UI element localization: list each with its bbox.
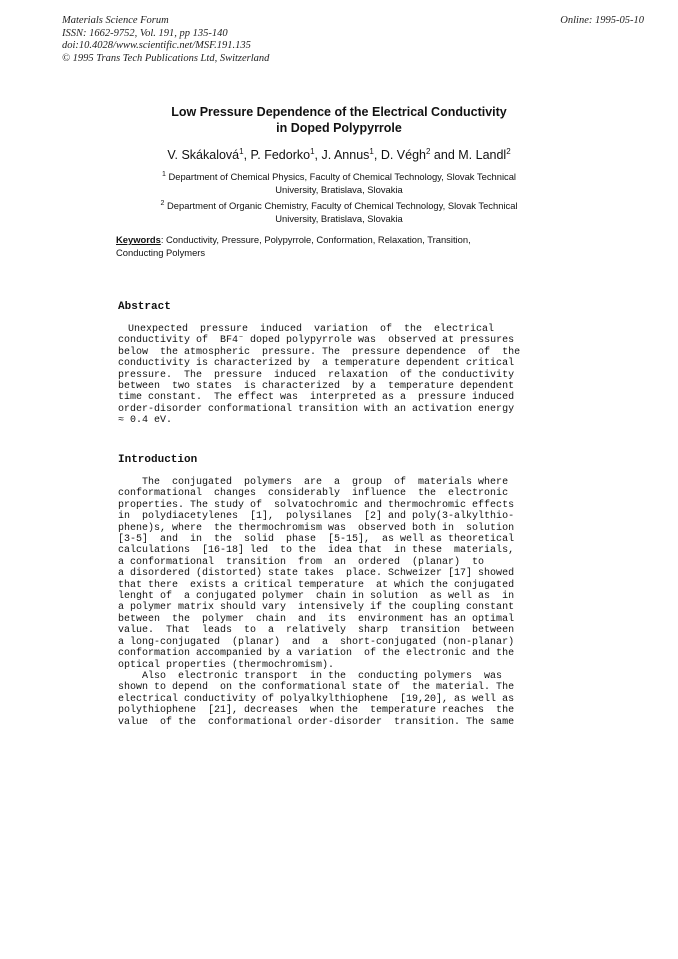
abstract-line: time constant. The effect was interpreted as a pressure induced: [118, 392, 515, 404]
online-date: Online: 1995-05-10: [560, 15, 644, 26]
journal-header: [62, 15, 269, 65]
intro-line: The conjugated polymers are a group of materials where: [118, 477, 509, 488]
intro-line: polythiophene [21], decreases when the temperature reaches the: [118, 705, 515, 717]
journal-name: Materials Science Forum: [62, 15, 169, 26]
intro-line: electrical conductivity of polyalkylthiophene [19,20], as well as: [118, 693, 515, 705]
paper-title: [0, 104, 678, 136]
intro-line: lenght of a conjugated polymer chain in solution as well as in: [118, 591, 515, 603]
intro-line: phene)s, where the thermochromism was observed both in solution: [118, 522, 515, 534]
affiliation-line: University, Bratislava, Slovakia: [275, 184, 403, 196]
author-name: D. Végh: [380, 148, 426, 163]
intro-line: shown to depend on the conformational state of the material. The: [118, 682, 515, 694]
abstract-line: order-disorder conformational transition with an activation energy: [118, 403, 515, 415]
title-line-1: Low Pressure Dependence of the Electrical Conductivity: [171, 105, 507, 119]
keywords-label: Keywords: [116, 234, 161, 245]
author-affil-sup: 2: [426, 147, 431, 156]
author-name: V. Skákalová: [167, 148, 240, 163]
intro-line: calculations [16-18] led to the idea that in these materials,: [118, 545, 515, 557]
introduction-body: [118, 477, 560, 728]
abstract-body: [118, 324, 560, 427]
intro-line: value of the conformational order-disorder transition. The same: [118, 716, 515, 728]
introduction-heading: Introduction: [118, 454, 198, 466]
affiliation-line: University, Bratislava, Slovakia: [275, 213, 403, 225]
affiliation-sup: 2: [160, 200, 165, 207]
abstract-heading: Abstract: [118, 301, 171, 313]
author-affil-sup: 2: [506, 147, 511, 156]
abstract-line: pressure. The pressure induced relaxation of the conductivity: [118, 369, 515, 381]
author-list: V. Skákalová$^1$, P. Fedorko$^1$, J. Annus$^1$, D. Végh$^2$ and M. Landl$^2$: [167, 147, 511, 163]
intro-line: [3-5] and in the solid phase [5-15], as well as theoretical: [118, 534, 515, 546]
intro-line: conformational changes considerably influence the electronic: [118, 488, 509, 500]
abstract-line: ≈ 0.4 eV.: [118, 415, 173, 427]
doi-link[interactable]: doi:10.4028/www.scientific.net/MSF.191.135: [62, 40, 251, 51]
affiliation-1: [120, 168, 558, 196]
affiliation-sup: 1: [161, 171, 166, 178]
keywords-line: Conductivity, Pressure, Polypyrrole, Conformation, Relaxation, Transition,: [166, 234, 471, 245]
abstract-line: conductivity is characterized by a temperature dependent critical: [118, 358, 515, 370]
intro-line: a long-conjugated (planar) and a short-conjugated (non-planar): [118, 636, 515, 648]
author-name: P. Fedorko: [250, 148, 311, 163]
affiliation-line: Department of Organic Chemistry, Faculty of Chemical Technology, Slovak Technical: [167, 200, 518, 212]
affiliation-line: Department of Chemical Physics, Faculty of Chemical Technology, Slovak Technical: [168, 171, 517, 183]
author-name: J. Annus: [321, 148, 370, 163]
intro-line: a disordered (distorted) state takes place. Schweizer [17] showed: [118, 568, 515, 580]
keywords: Keywords: Conductivity, Pressure, Polypyrrole, Conformation, Relaxation, Transition, Conducting Polymers: [116, 234, 560, 259]
intro-line: Also electronic transport in the conducting polymers was: [118, 670, 503, 682]
author-affil-sup: 1: [239, 147, 244, 156]
copyright-line: © 1995 Trans Tech Publications Ltd, Switzerland: [62, 52, 270, 64]
abstract-line: between two states is characterized by a temperature dependent: [118, 381, 515, 393]
affiliation-2: [120, 197, 558, 225]
intro-line: properties. The study of solvatochromic and thermochromic effects: [118, 499, 515, 511]
author-name: M. Landl: [458, 148, 507, 163]
abstract-line: conductivity of BF4⁻ doped polypyrrole was observed at pressures: [118, 335, 515, 347]
intro-line: between the polymer chain and its environment has an optimal: [118, 613, 515, 625]
author-affil-sup: 1: [369, 147, 374, 156]
intro-line: optical properties (thermochromism).: [118, 659, 335, 671]
intro-line: that there exists a critical temperature at which the conjugated: [118, 579, 515, 591]
intro-line: value. That leads to a relatively sharp transition between: [118, 625, 515, 637]
abstract-line: below the atmospheric pressure. The pressure dependence of the: [118, 346, 521, 358]
keywords-line: Conducting Polymers: [116, 246, 206, 258]
title-line-2: in Doped Polypyrrole: [276, 121, 402, 135]
author-affil-sup: 1: [310, 147, 315, 156]
abstract-line: Unexpected pressure induced variation of the electrical: [128, 324, 495, 335]
issn-line: ISSN: 1662-9752, Vol. 191, pp 135-140: [62, 27, 228, 39]
intro-line: in polydiacetylenes [1], polysilanes [2] and poly(3-alkylthio-: [118, 511, 515, 523]
intro-line: a polymer matrix should vary intensively if the coupling constant: [118, 602, 515, 614]
intro-line: conformation accompanied by a variation of the electronic and the: [118, 648, 515, 660]
intro-line: a conformational transition from an ordered (planar) to: [118, 556, 485, 568]
